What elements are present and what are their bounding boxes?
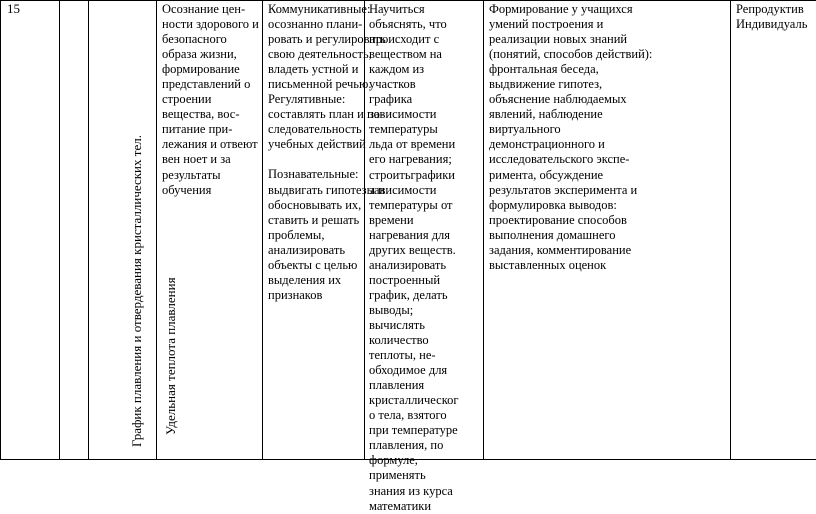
lesson-topic-line-1: График плавления и отвердевания кристаллических тел. [129,135,144,447]
column-divider [88,0,89,460]
work-form-cell [736,2,816,32]
table-border-left [0,0,1,460]
table-border-top [0,0,816,1]
lesson-topic-line-2: Удельная теплота плавления [163,277,178,435]
lesson-topic [111,60,178,460]
column-divider [59,0,60,460]
metasubject-results-cell [268,2,386,303]
column-divider [262,0,263,460]
column-divider [483,0,484,460]
subject-results-cell: Научиться объяснять, что происходит с веществом на каждом из участков графика зависимости температуры льда от времени его нагревания; строитьграфики зависимости температуры от времени нагревания для других веществ. анализировать построенный график, делать выводы; вычислять количество теплоты, не- обходимое для плавления кристаллическог о тела, взятого при температуре плавления, по формуле, применять знания из курса математики [369,2,459,513]
student-activities-cell: Формирование у учащихся умений построения и реализации новых знаний (понятий, способов действий): фронтальная беседа, выдвижение гипотез, объяснение наблюдаемых явлений, наблюдение виртуального демонстрационного и исследовательского экспе- римента, обсуждение результатов эксперимента и формулировка выводов: проектирование способов выполнения домашнего задания, комментирование выставленных оценок [489,2,653,272]
personal-results-cell: Осознание цен- ности здорового и безопасного образа жизни, формирование представлений о строении вещества, вос- питание при- лежания и отвеют вен ноет и за результаты обучения [162,2,259,197]
column-divider [364,0,365,460]
cognitive-text: Познавательные: выдвигать гипотезы и обосновывать их, ставить и решать проблемы, анализировать объекты с целью выделения их признаков [268,167,385,302]
lesson-number: 15 [7,1,20,16]
communicative-regulative-text: Коммуникативные: осознанно плани- ровать и регулировать свою деятельность, владеть устной и письменной речью. Регулятивные: составлять план и по- следовательность учебных действий [268,2,386,152]
work-form-line-1: Репродуктив [736,2,804,16]
work-form-line-2: Индивидуаль [736,17,808,32]
column-divider [156,0,157,460]
column-divider [730,0,731,460]
